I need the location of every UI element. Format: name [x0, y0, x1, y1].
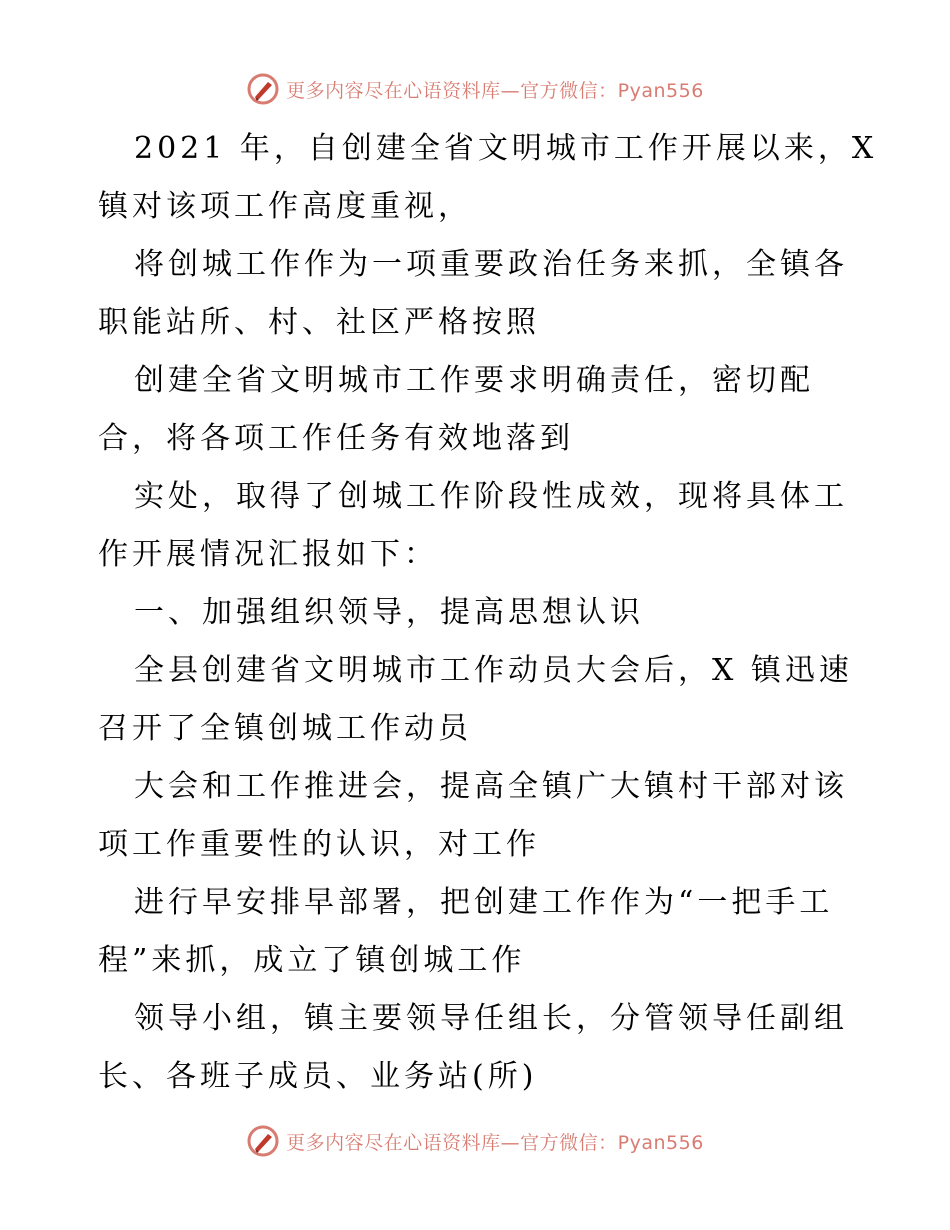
paragraph-line: 程”来抓，成立了镇创城工作 — [98, 943, 526, 978]
paragraph-line: 召开了全镇创城工作动员 — [98, 711, 472, 746]
watermark-footer — [0, 1124, 950, 1158]
paragraph-line: 创建全省文明城市工作要求明确责任，密切配 — [134, 363, 814, 398]
watermark-header — [0, 72, 950, 106]
watermark-text: 更多内容尽在心语资料库—官方微信：Pyan556 — [286, 1131, 704, 1154]
paragraph-line: 职能站所、村、社区严格按照 — [98, 305, 540, 340]
pen-logo-icon — [246, 72, 280, 106]
paragraph-line: 领导小组，镇主要领导任组长，分管领导任副组 — [134, 1001, 848, 1036]
paragraph-line: 全县创建省文明城市工作动员大会后，X 镇迅速 — [134, 653, 853, 688]
paragraph-line: 项工作重要性的认识，对工作 — [98, 827, 540, 862]
paragraph-line: 将创城工作作为一项重要政治任务来抓，全镇各 — [134, 247, 848, 282]
paragraph-line: 大会和工作推进会，提高全镇广大镇村干部对该 — [134, 769, 848, 804]
paragraph-line: 镇对该项工作高度重视， — [98, 189, 472, 224]
paragraph-line: 合，将各项工作任务有效地落到 — [98, 421, 574, 456]
paragraph-line: 作开展情况汇报如下： — [98, 537, 438, 572]
paragraph-line: 进行早安排早部署，把创建工作作为“一把手工 — [134, 885, 834, 920]
section-heading: 一、加强组织领导，提高思想认识 — [134, 595, 644, 630]
watermark-text: 更多内容尽在心语资料库—官方微信：Pyan556 — [286, 79, 704, 102]
paragraph-line: 实处，取得了创城工作阶段性成效，现将具体工 — [134, 479, 848, 514]
paragraph-line: 长、各班子成员、业务站(所) — [98, 1059, 538, 1094]
paragraph-line: 2021 年，自创建全省文明城市工作开展以来，X — [134, 131, 878, 166]
document-body — [98, 120, 878, 1106]
pen-logo-icon — [246, 1124, 280, 1158]
